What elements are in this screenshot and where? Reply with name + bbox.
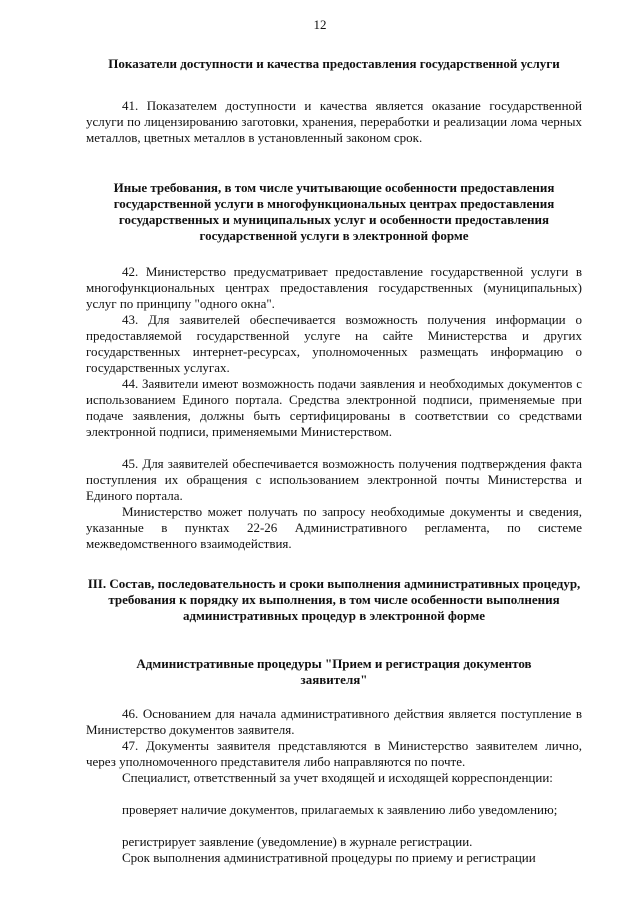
paragraph-42: 42. Министерство предусматривает предоставление государственной услуги в многофункциональных центрах предоставления государственных (муниципальных) услуг по принципу "одного окна". bbox=[86, 264, 582, 311]
page-number: 12 bbox=[313, 17, 327, 32]
paragraph-44: 44. Заявители имеют возможность подачи заявления и необходимых документов с использованием Единого портала. Средства электронной подписи, применяемые при подаче заявления, должны быть сертифицированы в соответствии со средствами электронной подписи, применяемыми Министерством. bbox=[86, 376, 582, 439]
paragraph-47-registers: регистрирует заявление (уведомление) в журнале регистрации. bbox=[122, 834, 473, 849]
paragraph-43: 43. Для заявителей обеспечивается возможность получения информации о предоставляемой государственной услуге на сайте Министерства и других государственных интернет-ресурсах, уполномоченных размещать информацию о государственных услугах. bbox=[86, 312, 582, 375]
section-heading-other-requirements: Иные требования, в том числе учитывающие особенности предоставления государственной услуги в многофункциональных центрах предоставления государственных и муниципальных услуг и особенности предоставления государственной услуги в электронной форме bbox=[113, 180, 555, 243]
paragraph-46: 46. Основанием для начала административного действия является поступление в Министерство документов заявителя. bbox=[86, 706, 582, 737]
section-heading-availability: Показатели доступности и качества предоставления государственной услуги bbox=[108, 56, 560, 71]
paragraph-47-checks: проверяет наличие документов, прилагаемых к заявлению либо уведомлению; bbox=[122, 802, 558, 817]
chapter-heading-iii: III. Состав, последовательность и сроки выполнения административных процедур, требования к порядку их выполнения, в том числе особенности выполнения административных процедур в электронной форме bbox=[87, 576, 581, 623]
paragraph-47-deadline: Срок выполнения административной процедуры по приему и регистрации bbox=[122, 850, 536, 865]
paragraph-47: 47. Документы заявителя представляются в Министерство заявителем лично, через уполномоченного представителя либо направляются по почте. bbox=[86, 738, 582, 769]
paragraph-45: 45. Для заявителей обеспечивается возможность получения подтверждения факта поступления их обращения с использованием электронной почты Министерства и Единого портала. bbox=[86, 456, 582, 503]
paragraph-47-specialist: Специалист, ответственный за учет входящей и исходящей корреспонденции: bbox=[122, 770, 553, 785]
paragraph-45-continued: Министерство может получать по запросу необходимые документы и сведения, указанные в пунктах 22-26 Административного регламента, по системе межведомственного взаимодействия. bbox=[86, 504, 582, 551]
subsection-heading-reception: Административные процедуры "Прием и регистрация документов заявителя" bbox=[136, 656, 532, 687]
paragraph-41: 41. Показателем доступности и качества является оказание государственной услуги по лицензированию заготовки, хранения, переработки и реализации лома черных металлов, цветных металлов в установленный законом срок. bbox=[86, 98, 582, 145]
